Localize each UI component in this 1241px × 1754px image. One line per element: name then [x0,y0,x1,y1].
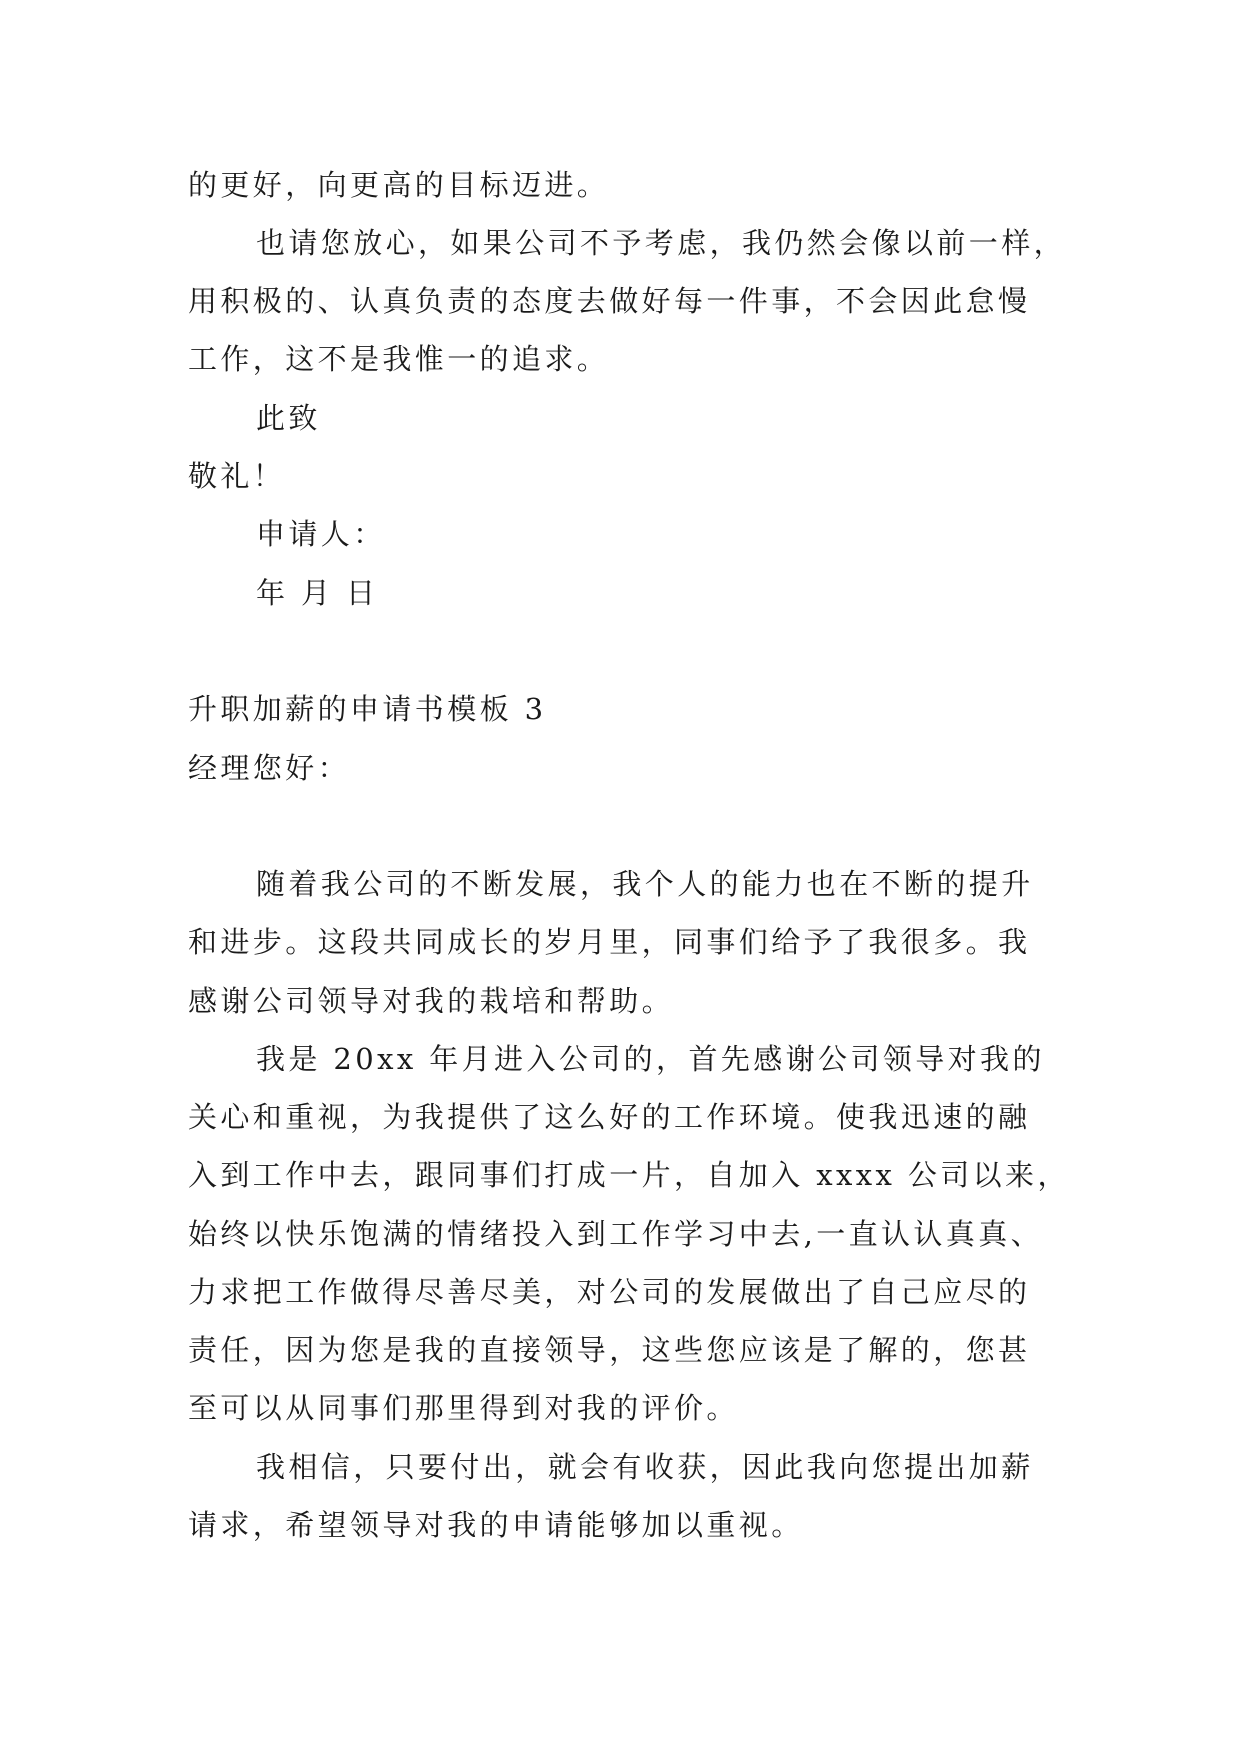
paragraph-first-line: 也请您放心，如果公司不予考虑，我仍然会像以前一样， [256,226,1067,260]
greeting: 经理您好： [188,751,351,785]
body-text-line: 始终以快乐饱满的情绪投入到工作学习中去,一直认认真真、 [188,1217,1044,1251]
body-text-line: 工作，这不是我惟一的追求。 [188,342,610,376]
applicant-signature: 申请人： [256,517,386,551]
paragraph-first-line: 随着我公司的不断发展，我个人的能力也在不断的提升 [256,867,1034,901]
body-text-line: 力求把工作做得尽善尽美，对公司的发展做出了自己应尽的 [188,1275,1031,1309]
body-text-line: 感谢公司领导对我的栽培和帮助。 [188,984,675,1018]
body-text-line: 责任，因为您是我的直接领导，这些您应该是了解的，您甚 [188,1333,1031,1367]
paragraph-first-line: 我是 20xx 年月进入公司的，首先感谢公司领导对我的 [256,1042,1045,1076]
body-text-line: 至可以从同事们那里得到对我的评价。 [188,1391,739,1425]
paragraph-first-line: 我相信，只要付出，就会有收获，因此我向您提出加薪 [256,1450,1034,1484]
section-title: 升职加薪的申请书模板 3 [188,692,547,726]
salutation-closing: 敬礼！ [188,459,286,493]
body-text-line: 入到工作中去，跟同事们打成一片，自加入 xxxx 公司以来， [188,1158,1070,1192]
body-text-line: 用积极的、认真负责的态度去做好每一件事，不会因此怠慢 [188,284,1031,318]
date-line: 年 月 日 [256,576,379,610]
closing-phrase: 此致 [256,401,321,435]
body-text-line: 关心和重视，为我提供了这么好的工作环境。使我迅速的融 [188,1100,1031,1134]
body-text-line: 请求，希望领导对我的申请能够加以重视。 [188,1508,804,1542]
body-text-line: 的更好，向更高的目标迈进。 [188,168,610,202]
body-text-line: 和进步。这段共同成长的岁月里，同事们给予了我很多。我 [188,925,1031,959]
